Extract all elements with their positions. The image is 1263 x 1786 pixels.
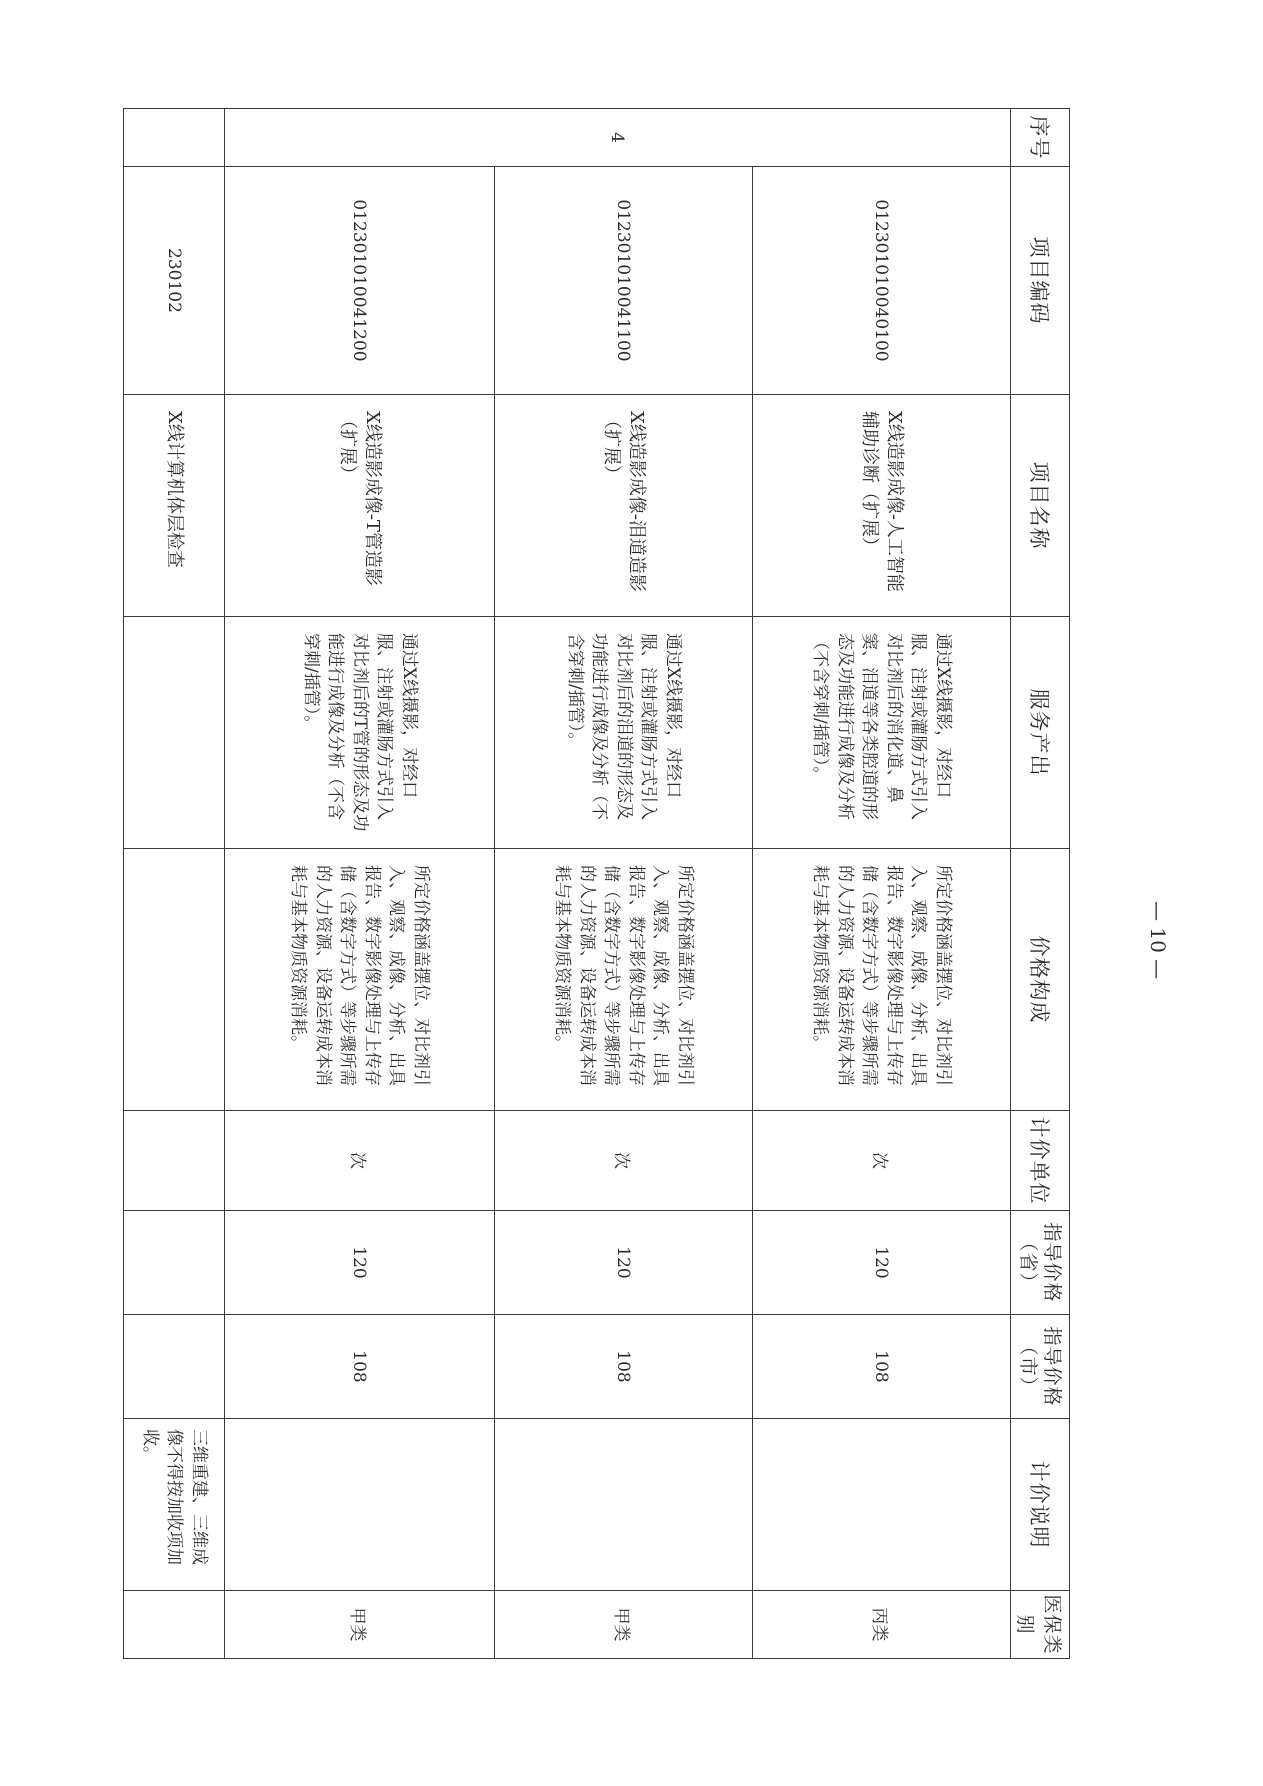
composition-cell: 所定价格涵盖摆位、对比剂引入、观察、成像、分析、出具报告、数字影像处理与上传存储（含数字方式）等步骤所需的人力资源、设备运转成本消耗与基本物质资源消耗。 [495,849,753,1111]
rotated-price-table [125,108,1070,1658]
seq-cell [124,109,225,167]
page-number: — 10 — [1146,900,1170,980]
output-cell [124,617,225,849]
header-price-province: 指导价格（省） [1011,1211,1070,1315]
note-cell: 三维重建、三维成像不得按加收项加收。 [124,1419,225,1591]
note-cell [225,1419,495,1591]
note-cell [495,1419,753,1591]
table-row [124,109,225,1659]
seq-cell: 4 [225,109,1011,167]
composition-cell [124,849,225,1111]
output-cell: 通过X线摄影，对经口服、注射或灌肠方式引入对比剂后的T管的形态及功能进行成像及分析（不含穿刺/插管）。 [225,617,495,849]
price-province-cell: 120 [225,1211,495,1315]
table-row [225,109,495,1659]
price-city-cell: 108 [495,1315,753,1419]
output-cell: 通过X线摄影，对经口服、注射或灌肠方式引入对比剂后的消化道、鼻窦、泪道等各类腔道的形态及功能进行成像及分析（不含穿刺/插管）。 [753,617,1011,849]
price-city-cell: 108 [225,1315,495,1419]
name-cell: X线造影成像-人工智能辅助诊断（扩展） [753,395,1011,617]
code-cell: 230102 [124,167,225,395]
price-city-cell: 108 [753,1315,1011,1419]
price-city-cell [124,1315,225,1419]
price-province-cell [124,1211,225,1315]
output-cell: 通过X线摄影，对经口服、注射或灌肠方式引入对比剂后的泪道的形态及功能进行成像及分析（不含穿刺/插管）。 [495,617,753,849]
name-cell: X线造影成像-泪道造影（扩展） [495,395,753,617]
name-cell: X线造影成像-T管造影（扩展） [225,395,495,617]
table-row [753,109,1011,1659]
unit-cell [124,1111,225,1211]
header-price-city: 指导价格（市） [1011,1315,1070,1419]
header-insurance: 医保类别 [1011,1591,1070,1659]
insurance-cell: 丙类 [753,1591,1011,1659]
header-code: 项目编码 [1011,167,1070,395]
insurance-cell: 甲类 [225,1591,495,1659]
header-composition: 价格构成 [1011,849,1070,1111]
unit-cell: 次 [495,1111,753,1211]
insurance-cell: 甲类 [495,1591,753,1659]
name-cell: X线计算机体层检查 [124,395,225,617]
header-unit: 计价单位 [1011,1111,1070,1211]
composition-cell: 所定价格涵盖摆位、对比剂引入、观察、成像、分析、出具报告、数字影像处理与上传存储（含数字方式）等步骤所需的人力资源、设备运转成本消耗与基本物质资源消耗。 [225,849,495,1111]
insurance-cell [124,1591,225,1659]
header-name: 项目名称 [1011,395,1070,617]
header-seq: 序号 [1011,109,1070,167]
unit-cell: 次 [225,1111,495,1211]
composition-cell: 所定价格涵盖摆位、对比剂引入、观察、成像、分析、出具报告、数字影像处理与上传存储（含数字方式）等步骤所需的人力资源、设备运转成本消耗与基本物质资源消耗。 [753,849,1011,1111]
code-cell: 012301010041200 [225,167,495,395]
header-row [1011,109,1070,1659]
price-province-cell: 120 [753,1211,1011,1315]
code-cell: 012301010041100 [495,167,753,395]
header-note: 计价说明 [1011,1419,1070,1591]
code-cell: 012301010040100 [753,167,1011,395]
table-row [495,109,753,1659]
price-table [123,108,1070,1659]
unit-cell: 次 [753,1111,1011,1211]
note-cell [753,1419,1011,1591]
price-province-cell: 120 [495,1211,753,1315]
header-output: 服务产出 [1011,617,1070,849]
